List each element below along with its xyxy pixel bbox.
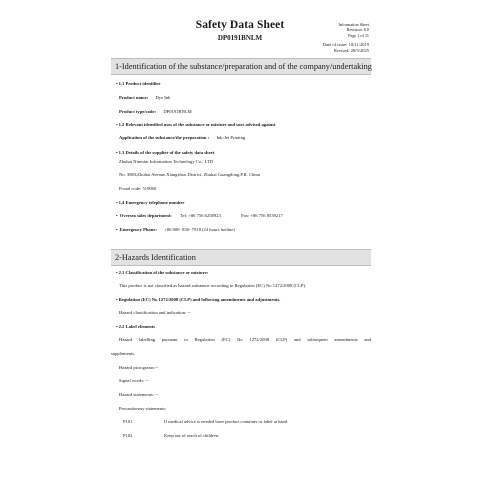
regulation-title: • Regulation (EC) No 1272/2008 (CLP) and following amendments and adjustments.: [116, 297, 280, 303]
oversea-sales-label: Oversea sales department:: [119, 213, 172, 218]
document-title: Safety Data Sheet: [195, 19, 285, 31]
emergency-phone-label: Emergency Phone:: [119, 227, 157, 232]
oversea-tel: Tel: +86 756 6258923: [180, 213, 221, 218]
product-name-label: Product name:: [119, 95, 149, 100]
date-info: [323, 42, 369, 53]
subsection-1-3-title: • 1.3 Details of the supplier of the safety data sheet: [116, 150, 214, 156]
supplier-company: Zhuhai Ninestar Information Technology Co., LTD: [119, 159, 213, 164]
hazard-pictograms: Hazard pictograms:--: [119, 365, 159, 370]
product-type-label: Product type/code:: [119, 109, 157, 114]
hazard-classification: Hazard classification and indication: --: [119, 310, 191, 315]
revised-date: Revised: 28/5/2025: [333, 47, 369, 53]
info-sheet-label: Information Sheet: [338, 22, 369, 27]
p-statement-code: P101: [123, 419, 133, 424]
emergency-phone-value: +86 800- 830- 7918 (24 hours hotline): [164, 227, 235, 232]
p-statement-code: P102: [123, 433, 133, 438]
subsection-2-1-title: • 2.1 Classification of the substance or mixture:: [116, 270, 208, 276]
section-1-heading: 1-Identification of the substance/preparation and of the company/undertaking: [111, 58, 371, 75]
labelling-line-2: supplements.: [111, 351, 136, 356]
revision-number: Revision: 6.0: [346, 27, 369, 33]
classification-text: This product is not classified as hazard substance according to Regulation (EC) No 1272/2008 (CLP).: [119, 283, 307, 288]
subsection-2-2-title: • 2.2 Label elements: [116, 324, 155, 330]
product-name-value: Dye Ink: [155, 95, 171, 100]
section-2-heading: 2-Hazards Identification: [111, 249, 371, 266]
oversea-sales-row: [116, 213, 283, 219]
application-label: Application of the substance/the preparation :: [119, 135, 210, 140]
application-row: [119, 135, 245, 141]
page-number: Page 1 of 11: [348, 32, 369, 38]
product-type-row: [119, 109, 192, 115]
product-name-row: [119, 95, 170, 101]
revision-info: [339, 22, 369, 38]
supplier-postal-code: Postal code: 519060: [119, 186, 157, 191]
subsection-1-2-title: • 1.2 Relevant identified uses of the substance or mixture and uses advised against: [116, 122, 276, 128]
document-product-code: DP0191BNLM: [217, 34, 263, 42]
oversea-fax: Fax: +86 756 8539217: [241, 213, 283, 218]
labelling-line-1: Hazard labelling pursuant to Regulation (EC) No 1272/2008 (CLP) and subsequent amendments and: [119, 337, 371, 342]
signal-words: Signal words: --: [119, 378, 149, 383]
product-type-value: DP0191BNLM: [163, 109, 192, 114]
p-statement-text: If medical advice is needed have product container or label at hand.: [164, 419, 289, 424]
issue-date: Date of issue: 18/11/2019: [322, 42, 369, 47]
emergency-phone-row: [116, 227, 235, 233]
application-value: Ink-Jet Printing: [216, 135, 246, 140]
subsection-1-1-title: • 1.1 Product identifier: [116, 81, 161, 87]
precautionary-statements: Precautionary statements:: [119, 406, 167, 411]
supplier-address: No. 3883,Zhuhai Avenue,Xiangzhou District, Zhuhai Guangdong,P.R. China: [119, 172, 260, 177]
p-statement-text: Keep out of reach of children.: [164, 433, 220, 438]
subsection-1-4-title: • 1.4 Emergency telephone number: [116, 200, 184, 206]
hazard-statements: Hazard statements: --: [119, 392, 159, 397]
